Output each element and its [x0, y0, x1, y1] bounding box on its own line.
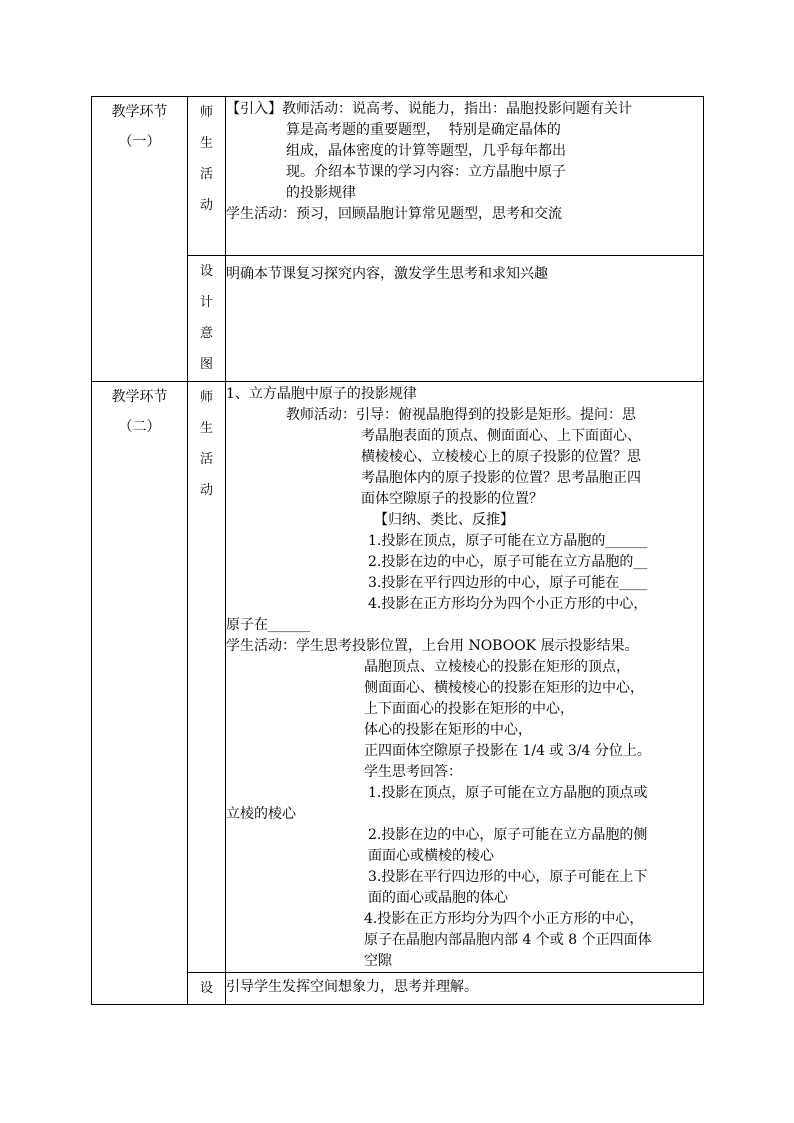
activity-label-char: 动	[199, 198, 213, 213]
design-label-char: 计	[199, 295, 213, 310]
text-line: 考晶胞表面的顶点、侧面面心、上下面面心、	[361, 428, 641, 444]
section2-activity-label-cell	[188, 382, 226, 973]
text-line: 学生思考回答：	[364, 764, 462, 780]
section1-number: （一）	[118, 134, 161, 150]
activity-label-char: 生	[199, 421, 213, 436]
activity-label-char: 师	[199, 105, 213, 120]
text-line: 学生活动：学生思考投影位置，上台用 NOBOOK 展示投影结果。	[226, 638, 639, 654]
text-line: 空隙	[364, 953, 392, 969]
text-line: 上下面面心的投影在矩形的中心，	[364, 701, 574, 717]
section2-label: 教学环节	[111, 389, 168, 405]
text-line: 正四面体空隙原子投影在 1/4 或 3/4 分位上。	[364, 743, 651, 759]
text-line: 【引入】教师活动：说高考、说能力，指出：晶胞投影问题有关计	[226, 101, 632, 117]
text-line: 3.投影在平行四边形的中心，原子可能在上下	[368, 869, 648, 885]
section2-number: （二）	[118, 419, 161, 435]
text-line: 的投影规律	[286, 185, 356, 201]
section1-activity-label-cell	[188, 97, 226, 256]
text-line: 现。介绍本节课的学习内容：立方晶胞中原子	[286, 164, 566, 180]
section2-activity-row	[92, 382, 704, 973]
design-label-char: 设	[199, 264, 213, 279]
text-line: 面体空隙原子的投影的位置？	[361, 491, 543, 507]
text-line: 教师活动：引导：俯视晶胞得到的投影是矩形。提问：思	[286, 407, 636, 423]
design-label-char: 意	[199, 326, 213, 341]
text-line: 体心的投影在矩形的中心，	[364, 722, 532, 738]
text-line: 4.投影在正方形均分为四个小正方形的中心，	[368, 596, 648, 612]
text-line: 面的面心或晶胞的体心	[368, 890, 508, 906]
text-line: 1.投影在顶点，原子可能在立方晶胞的______	[368, 533, 648, 549]
design-intent-text: 引导学生发挥空间想象力，思考并理解。	[226, 979, 478, 995]
text-line: 1、立方晶胞中原子的投影规律	[226, 386, 417, 402]
activity-label-char: 活	[199, 452, 213, 467]
text-line: 3.投影在平行四边形的中心，原子可能在____	[368, 575, 648, 591]
section1-activity-row	[92, 97, 704, 256]
section1-activity-content	[226, 97, 704, 256]
section1-label-cell	[92, 97, 188, 382]
design-intent-text: 明确本节课复习探究内容，激发学生思考和求知兴趣	[226, 266, 548, 282]
text-line: 4.投影在正方形均分为四个小正方形的中心，	[364, 911, 644, 927]
section2-activity-content	[226, 382, 704, 973]
activity-label-char: 活	[199, 167, 213, 182]
text-line: 考晶胞体内的原子投影的位置？思考晶胞正四	[361, 470, 641, 486]
lesson-plan-table	[91, 96, 704, 1005]
activity-label-char: 生	[199, 136, 213, 151]
text-line: 1.投影在顶点，原子可能在立方晶胞的顶点或	[368, 785, 648, 801]
section1-label: 教学环节	[111, 104, 168, 120]
section2-design-content	[226, 973, 704, 1005]
section1-design-label-cell	[188, 256, 226, 382]
text-line: 原子在晶胞内部晶胞内部 4 个或 8 个正四面体	[364, 932, 652, 948]
activity-label-char: 动	[199, 483, 213, 498]
text-line: 【归纳、类比、反推】	[374, 512, 514, 528]
text-line: 算是高考题的重要题型， 特别是确定晶体的	[286, 122, 561, 138]
text-line: 侧面面心、横棱棱心的投影在矩形的边中心，	[364, 680, 644, 696]
text-line: 晶胞顶点、立棱棱心的投影在矩形的顶点，	[364, 659, 630, 675]
section1-design-content	[226, 256, 704, 382]
text-line: 学生活动：预习，回顾晶胞计算常见题型，思考和交流	[226, 206, 562, 222]
section2-design-label-cell	[188, 973, 226, 1005]
activity-label-char: 师	[199, 390, 213, 405]
design-label-char: 图	[199, 357, 213, 372]
text-line: 原子在______	[226, 617, 310, 633]
text-line: 立棱的棱心	[226, 806, 296, 822]
text-line: 组成，晶体密度的计算等题型，几乎每年都出	[286, 143, 566, 159]
text-line: 面面心或横棱的棱心	[368, 848, 494, 864]
text-line: 2.投影在边的中心，原子可能在立方晶胞的侧	[368, 827, 648, 843]
section2-label-cell	[92, 382, 188, 1005]
design-label-char: 设	[199, 981, 213, 996]
text-line: 2.投影在边的中心，原子可能在立方晶胞的__	[368, 554, 648, 570]
text-line: 横棱棱心、立棱棱心上的原子投影的位置？思	[361, 449, 641, 465]
